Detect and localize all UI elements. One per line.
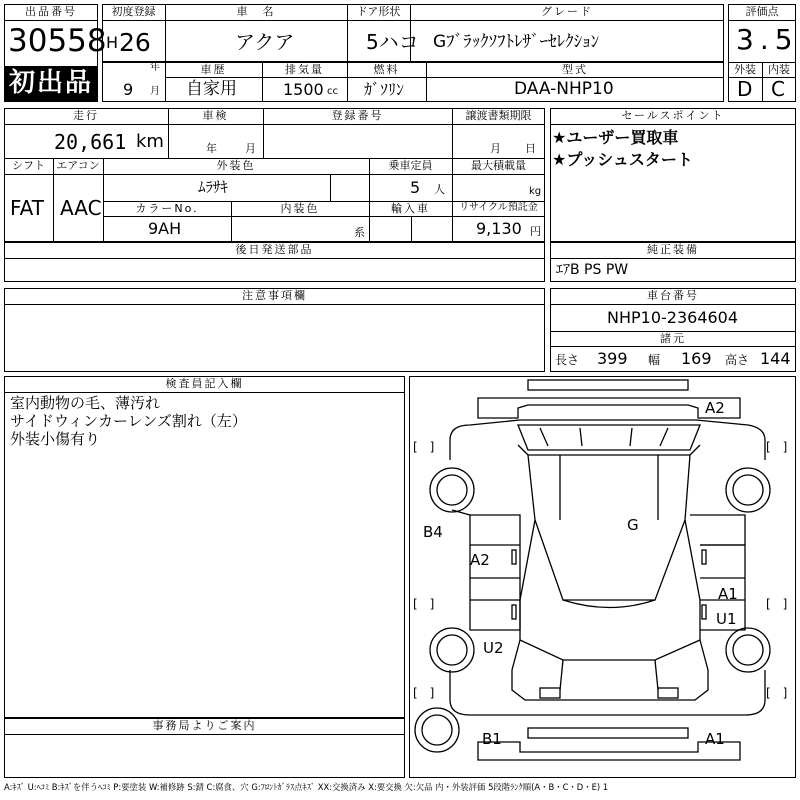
ext-color-value: ﾑﾗｻｷ <box>198 178 229 196</box>
score-label: 評価点 <box>745 5 779 18</box>
height-value: 144 <box>760 349 791 368</box>
inspector-note-2: サイドウィンカーレンズ割れ（左） <box>10 412 247 430</box>
bracket-left-bottom: [ ] <box>413 686 435 700</box>
damage-mark-left-door: A2 <box>470 551 490 569</box>
registration-label: 初度登録 <box>111 5 156 18</box>
chassis-value: NHP10-2364604 <box>607 308 739 327</box>
shift-label: シフト <box>12 159 45 172</box>
model-value: DAA-NHP10 <box>514 79 614 99</box>
later-parts-label: 後日発送部品 <box>235 243 314 256</box>
capacity-label: 乗車定員 <box>388 159 433 172</box>
model-label: 型式 <box>562 63 588 76</box>
aircon-label: エアコン <box>56 159 100 172</box>
damage-mark-front-right: A1 <box>705 730 725 748</box>
capacity-value: 5 <box>410 178 421 197</box>
legend-text: A:ｷｽﾞ U:ﾍｺﾐ B:ｷｽﾞを伴うﾍｺﾐ P:要塗装 W:補修跡 S:錆 C:腐食、穴 G:ﾌﾛﾝﾄｶﾞﾗｽ点ｷｽﾞ XX:交換済み X:要交換 欠:欠品 内・外装評価 5段階ﾗﾝｸ順(A・B・C・D・E) 1 <box>4 782 609 792</box>
registration-month: 9 <box>123 80 134 99</box>
aircon-value: AAC <box>60 196 102 220</box>
lot-number: 30558 <box>8 23 107 59</box>
bracket-right-top: [ ] <box>766 440 788 454</box>
grade-label: グレード <box>541 5 593 18</box>
interior-label: 内装 <box>768 63 790 76</box>
transfer-month-unit: 月 <box>490 142 501 155</box>
exterior-grade: D <box>737 77 753 101</box>
recycle-unit: 円 <box>530 225 541 238</box>
max-load-label: 最大積載量 <box>471 159 526 172</box>
history-value: 自家用 <box>186 79 237 99</box>
history-label: 車歴 <box>200 63 227 76</box>
notes-label: 注意事項欄 <box>242 289 307 302</box>
registration-year-unit: 年 <box>150 62 160 73</box>
registration-year: 26 <box>119 28 151 57</box>
inspector-label: 検査員記入欄 <box>165 377 244 390</box>
recycle-value: 9,130 <box>476 219 522 238</box>
int-color-suffix: 系 <box>354 226 365 239</box>
transfer-day-unit: 日 <box>525 142 536 155</box>
ext-color-label: 外装色 <box>216 159 256 172</box>
genuine-label: 純正装備 <box>647 243 699 256</box>
sales-point-2: ★プッシュスタート <box>552 150 693 169</box>
mileage-label: 走行 <box>73 109 99 122</box>
inspection-month-unit: 月 <box>245 142 256 155</box>
damage-mark-left-rear: B4 <box>423 523 443 541</box>
office-label: 事務局よりご案内 <box>152 719 257 732</box>
genuine-value: ｴｱB PS PW <box>556 262 629 278</box>
fuel-label: 燃料 <box>373 63 400 76</box>
door-label: ドア形状 <box>356 5 401 18</box>
color-no-label: カラーNo. <box>135 202 199 215</box>
car-name-label: 車 名 <box>236 5 276 18</box>
int-color-label: 内装色 <box>280 202 320 215</box>
sales-points-label: セールスポイント <box>621 109 725 122</box>
displacement-label: 排気量 <box>285 63 324 76</box>
shift-value: FAT <box>10 196 45 220</box>
specs-label: 諸元 <box>660 332 686 345</box>
damage-mark-front-left: B1 <box>482 730 502 748</box>
mileage-value: 20,661 <box>54 130 127 154</box>
inspection-year-unit: 年 <box>206 142 217 155</box>
door-value: 5ハコ <box>366 30 419 54</box>
import-label: 輸入車 <box>391 202 430 215</box>
score-value: 3.5 <box>736 23 799 56</box>
displacement-value: 1500 <box>283 80 324 99</box>
damage-mark-right-a: A1 <box>718 585 738 603</box>
damage-mark-left-front: U2 <box>483 639 504 657</box>
color-no-value: 9AH <box>148 219 182 238</box>
fuel-value: ｶﾞｿﾘﾝ <box>364 80 405 99</box>
registration-month-unit: 月 <box>150 86 160 97</box>
recycle-label: リサイクル預託金 <box>459 202 538 213</box>
damage-mark-right-u: U1 <box>716 610 737 628</box>
height-label: 高さ <box>725 353 750 367</box>
chassis-label: 車台番号 <box>647 289 699 302</box>
mileage-unit: km <box>136 131 164 152</box>
bracket-right-bottom: [ ] <box>766 686 788 700</box>
exterior-label: 外装 <box>734 63 756 76</box>
interior-grade: C <box>771 77 785 101</box>
length-label: 長さ <box>555 353 580 367</box>
width-label: 幅 <box>648 353 661 367</box>
reg-number-label: 登録番号 <box>331 109 384 122</box>
car-name-value: アクア <box>235 30 295 54</box>
registration-era: H <box>106 33 119 52</box>
damage-mark-rear-right: A2 <box>705 399 725 417</box>
lot-label: 出品番号 <box>25 5 77 18</box>
bracket-left-top: [ ] <box>413 440 435 454</box>
inspector-note-1: 室内動物の毛、薄汚れ <box>10 394 161 412</box>
first-listing-text: 初出品 <box>9 68 94 98</box>
bracket-right-mid: [ ] <box>766 597 788 611</box>
inspection-label: 車検 <box>202 109 229 122</box>
displacement-unit: cc <box>327 86 338 97</box>
capacity-unit: 人 <box>434 183 445 196</box>
sales-point-1: ★ユーザー買取車 <box>552 128 679 147</box>
damage-mark-roof: G <box>627 516 639 534</box>
width-value: 169 <box>681 349 712 368</box>
inspector-note-3: 外装小傷有り <box>10 430 101 448</box>
bracket-left-mid: [ ] <box>413 597 435 611</box>
max-load-unit: kg <box>529 186 542 197</box>
grade-value: Gﾌﾞﾗｯｸｿﾌﾄﾚｻﾞｰｾﾚｸｼｮﾝ <box>433 32 600 52</box>
length-value: 399 <box>597 349 628 368</box>
transfer-label: 譲渡書類期限 <box>465 109 532 122</box>
